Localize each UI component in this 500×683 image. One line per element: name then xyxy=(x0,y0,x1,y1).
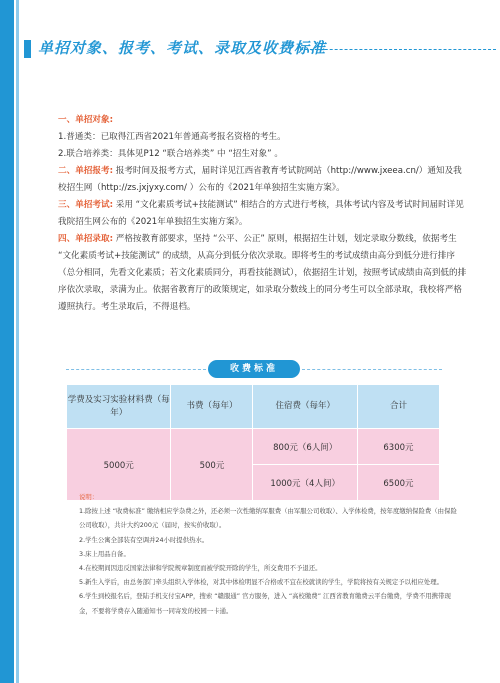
note-item: 1.除按上述 “收费标准” 缴纳相应学杂费之外，还必须一次性缴纳军服费（由军服公司收取）、入学体检费，按年度缴纳保险费（由保险公司收取），共计大约200元（届时，按实价收取）。 xyxy=(79,507,457,530)
paragraph: 报考时间及报考方式，届时详见江西省教育考试院网站（http://www.jxeea.cn/）通知及我校招生网（http://zs.jxjyxy.com/ ）公布的《2021年单独招生实施方案》。 xyxy=(58,166,462,193)
section-title: 三、单招考试: xyxy=(58,200,113,210)
section-admission xyxy=(58,231,468,316)
fee-table xyxy=(66,384,440,501)
fee-cell-total: 6500元 xyxy=(357,465,439,501)
paragraph: 2.联合培养类：具体见P12 “联合培养类” 中 “招生对象” 。 xyxy=(58,149,283,159)
fee-standard-label: 收费标准 xyxy=(208,360,300,378)
paragraph: 1.普通类：已取得江西省2021年普通高考报名资格的考生。 xyxy=(58,132,286,142)
left-accent-stripe-thin xyxy=(16,0,19,683)
fee-cell-tuition: 5000元 xyxy=(67,429,171,501)
fee-divider-right xyxy=(302,369,442,370)
paragraph: 采用 “文化素质考试+技能测试” 相结合的方式进行考核，具体考试内容及考试时间届时详见我院招生网公布的《2021年单独招生实施方案》。 xyxy=(58,200,464,227)
notes-label: 说明： xyxy=(79,493,99,501)
fee-header-lodging: 住宿费（每年） xyxy=(253,385,357,429)
fee-cell-lodging: 800元（6人间） xyxy=(253,429,357,465)
fee-cell-books: 500元 xyxy=(171,429,253,501)
section-recruit-targets xyxy=(58,112,468,163)
page-title: 单招对象、报考、考试、录取及收费标准 xyxy=(38,39,327,57)
main-content xyxy=(58,112,468,316)
paragraph: 严格按教育部要求，坚持 “公平、公正” 原则，根据招生计划，划定录取分数线，依据考生 “文化素质考试+技能测试” 的成绩，从高分到低分依次录取。即将考生的考试成绩由高分到低分进行排序（总分相同，先看文化素质；若文化素质同分，再看技能测试），依据招生计划，按照考试成绩由高到低的排序依次录取，录满为止。依据省教育厅的政策规定，如录取分数线上的同分考生可以全部录取，我校将严格遵照执行。考生录取后，不得退档。 xyxy=(58,234,467,312)
section-title: 二、单招报考: xyxy=(58,166,113,176)
section-title: 四、单招录取: xyxy=(58,234,113,244)
fee-header-tuition: 学费及实习实验材料费（每年） xyxy=(67,385,171,429)
header-marker xyxy=(24,40,31,58)
fee-cell-lodging: 1000元（4人间） xyxy=(253,465,357,501)
fee-divider-left xyxy=(66,369,206,370)
section-title: 一、单招对象: xyxy=(58,115,113,125)
left-accent-stripe xyxy=(0,0,14,683)
header-divider xyxy=(300,49,496,50)
section-exam xyxy=(58,197,468,231)
table-row xyxy=(67,429,440,465)
note-item: 5.新生入学后，由总务部门牵头组织入学体检，对其中体检明显不合格或不宜在校就读的学生，学院将按有关规定予以相应处理。 xyxy=(79,578,443,587)
note-item: 4.在校期间因违反国家法律和学院规章制度而被学院开除的学生，所交费用不予退还。 xyxy=(79,564,322,573)
section-application xyxy=(58,163,468,197)
note-item: 3.床上用品自备。 xyxy=(79,549,130,558)
notes-section xyxy=(79,490,459,618)
fee-cell-total: 6300元 xyxy=(357,429,439,465)
note-item: 6.学生到校报名后，登陆手机支付宝APP，搜索 “赣服通” 官方服务，进入 “高校缴费” 江西省教育缴费云平台缴费，学费不用携带现金，不要将学费存入随通知书一同寄发的校园一卡通。 xyxy=(79,592,451,615)
fee-header-total: 合计 xyxy=(357,385,439,429)
fee-header-books: 书费（每年） xyxy=(171,385,253,429)
note-item: 2.学生公寓全部装有空调并24小时提供热水。 xyxy=(79,535,209,544)
